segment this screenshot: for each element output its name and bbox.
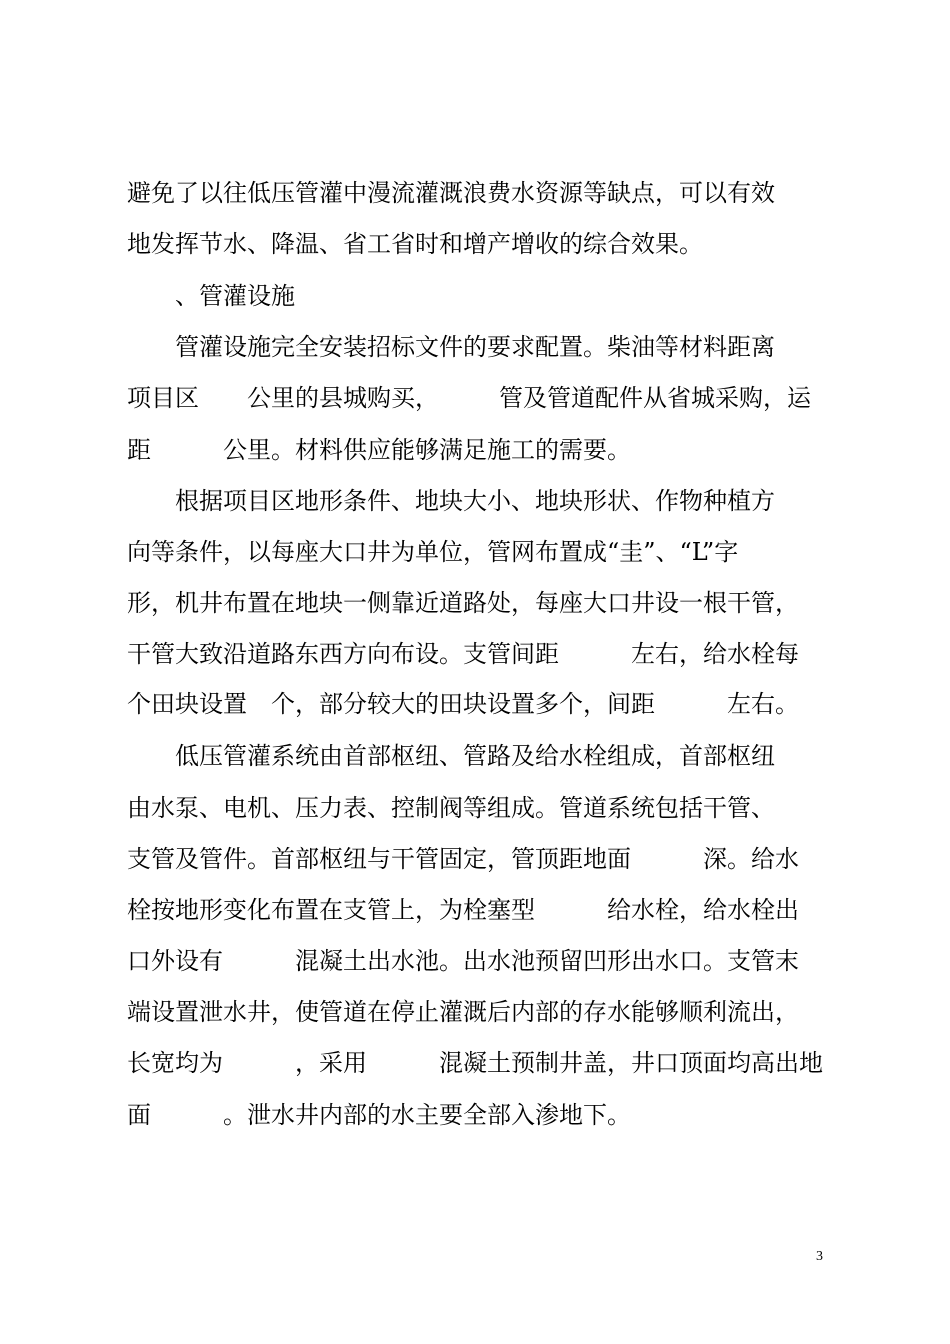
section-heading: 、管灌设施 [127, 282, 295, 310]
text-line: 地发挥节水、降温、省工省时和增产增收的综合效果。 [127, 230, 703, 258]
text-line: 面 。泄水井内部的水主要全部入渗地下。 [127, 1101, 631, 1129]
text-line: 形，机井布置在地块一侧靠近道路处，每座大口井设一根干管， [127, 589, 799, 617]
text-line: 管灌设施完全安装招标文件的要求配置。柴油等材料距离 [127, 333, 775, 361]
text-line: 栓按地形变化布置在支管上，为栓塞型 给水栓，给水栓出 [127, 896, 799, 924]
text-line: 端设置泄水井，使管道在停止灌溉后内部的存水能够顺利流出， [127, 998, 799, 1026]
text-line: 支管及管件。首部枢纽与干管固定，管顶距地面 深。给水 [127, 845, 799, 873]
text-line: 低压管灌系统由首部枢纽、管路及给水栓组成，首部枢纽 [127, 742, 775, 770]
text-line: 根据项目区地形条件、地块大小、地块形状、作物种植方 [127, 487, 775, 515]
text-line: 个田块设置 个，部分较大的田块设置多个，间距 左右。 [127, 690, 799, 718]
text-line: 避免了以往低压管灌中漫流灌溉浪费水资源等缺点，可以有效 [127, 179, 775, 207]
text-line: 长宽均为 ，采用 混凝土预制井盖，井口顶面均高出地 [127, 1049, 823, 1077]
text-line: 项目区 公里的县城购买， 管及管道配件从省城采购，运 [127, 384, 811, 412]
page-number: 3 [816, 1249, 823, 1264]
text-line: 干管大致沿道路东西方向布设。支管间距 左右，给水栓每 [127, 640, 799, 668]
text-line: 向等条件，以每座大口井为单位，管网布置成“圭”、“L”字 [127, 538, 739, 566]
text-line: 由水泵、电机、压力表、控制阀等组成。管道系统包括干管、 [127, 794, 775, 822]
text-line: 口外设有 混凝土出水池。出水池预留凹形出水口。支管末 [127, 947, 799, 975]
text-line: 距 公里。材料供应能够满足施工的需要。 [127, 436, 631, 464]
